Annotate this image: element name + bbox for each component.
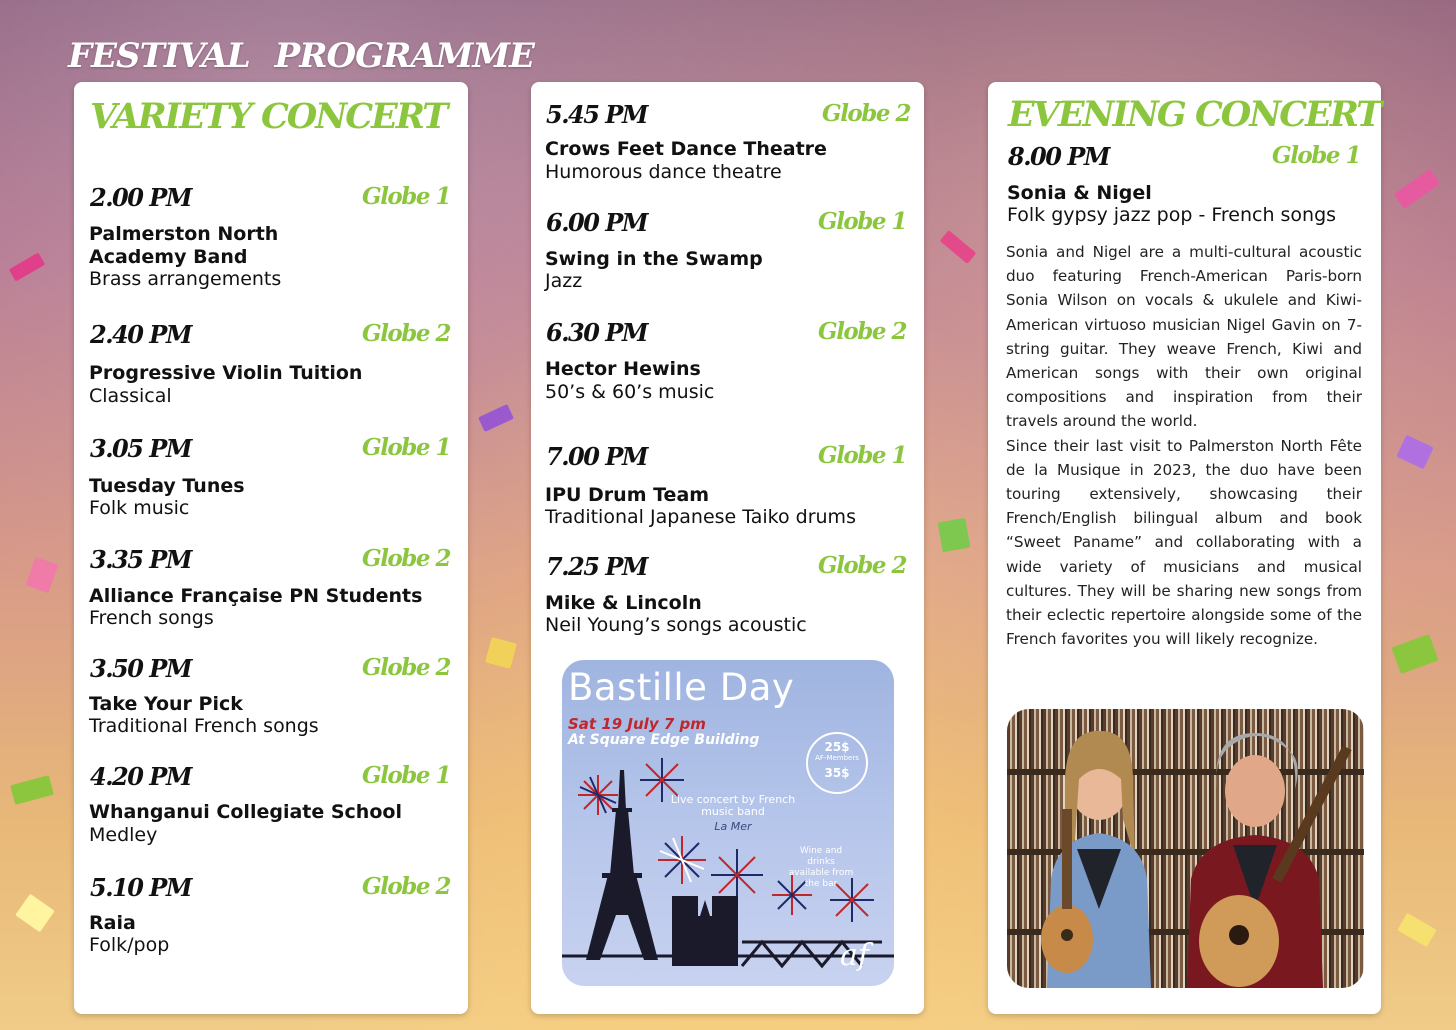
time-label: 6.00 PM [546,208,647,237]
poster-concert-text: Live concert by French music band [670,793,796,818]
act-name: Raia [89,912,136,934]
poster-location: At Square Edge Building [568,732,760,748]
time-label: 8.00 PM [1008,142,1109,171]
variety-concert-title: VARIETY CONCERT [90,96,447,137]
venue-label: Globe 2 [822,100,910,127]
venue-label: Globe 2 [362,320,450,347]
act-description: 50’s & 60’s music [545,381,715,403]
act-name: Hector Hewins [545,358,701,380]
act-description: Classical [89,385,172,407]
member-note: AF-Members [815,754,859,762]
act-name: Sonia & Nigel [1007,182,1152,204]
act-name: Take Your Pick [89,693,243,715]
venue-label: Globe 1 [818,208,906,235]
venue-label: Globe 1 [818,442,906,469]
venue-label: Globe 2 [362,873,450,900]
act-name-line2: Academy Band [89,246,248,268]
act-name: Progressive Violin Tuition [89,362,363,384]
eiffel-tower-icon [586,770,658,960]
bio-paragraph: Since their last visit to Palmerston North Fête de la Musique in 2023, the duo have been touring extensively, showcasing their French/English bilingual album and book “Sweet Paname” and collaborating with a wide variety of musicians and musical cultures. They will be sharing new songs from their eclectic repertoire alongside some of the French favorites you will likely recognize. [1006,436,1362,649]
act-description: Brass arrangements [89,268,282,290]
act-description: French songs [89,607,214,629]
time-label: 7.00 PM [546,442,647,471]
page-title: FESTIVAL PROGRAMME [68,36,534,76]
act-name: Swing in the Swamp [545,248,763,270]
time-label: 4.20 PM [90,762,191,791]
act-description: Folk music [89,497,190,519]
time-label: 5.10 PM [90,873,191,902]
venue-label: Globe 2 [818,318,906,345]
act-description: Folk/pop [89,934,170,956]
time-label: 2.00 PM [90,183,191,212]
act-name: Mike & Lincoln [545,592,702,614]
member-price: 25$ [824,740,850,754]
act-description: Jazz [545,270,583,292]
standard-price: 35$ [824,766,850,780]
bastille-day-poster [562,660,894,986]
venue-label: Globe 2 [362,654,450,681]
time-label: 6.30 PM [546,318,647,347]
poster-date: Sat 19 July 7 pm [568,715,706,733]
venue-label: Globe 2 [362,545,450,572]
time-label: 3.05 PM [90,434,191,463]
venue-label: Globe 2 [818,552,906,579]
act-name: IPU Drum Team [545,484,710,506]
venue-label: Globe 1 [362,183,450,210]
time-label: 3.50 PM [90,654,191,683]
act-name: Tuesday Tunes [89,475,245,497]
artist-biography [1006,240,1362,651]
act-description: Traditional French songs [89,715,319,737]
af-logo: af [840,938,869,973]
act-name: Alliance Française PN Students [89,585,423,607]
poster-band-name: La Mer [714,820,752,833]
duo-with-instruments-image [1007,709,1364,988]
act-description: Humorous dance theatre [545,161,782,183]
price-badge [806,732,868,794]
act-name: Crows Feet Dance Theatre [545,138,827,160]
act-description: Neil Young’s songs acoustic [545,614,807,636]
time-label: 7.25 PM [546,552,647,581]
act-description: Folk gypsy jazz pop - French songs [1007,204,1337,226]
artist-photo [1007,709,1364,988]
venue-label: Globe 1 [1272,142,1360,169]
venue-label: Globe 1 [362,762,450,789]
venue-label: Globe 1 [362,434,450,461]
evening-concert-title: EVENING CONCERT [1008,94,1381,135]
time-label: 2.40 PM [90,320,191,349]
act-name: Whanganui Collegiate School [89,801,402,823]
bio-paragraph: Sonia and Nigel are a multi-cultural acoustic duo featuring French-American Paris-born Sonia Wilson on vocals & ukulele and Kiwi-American virtuoso musician Nigel Gavin on 7-string guitar. They weave French, Kiwi and American songs with their own original compositions and inspiration from their travels around the world. [1006,243,1362,431]
poster-drinks-text: Wine and drinks available from the bar [788,846,854,889]
act-description: Medley [89,824,158,846]
act-description: Traditional Japanese Taiko drums [545,506,856,528]
time-label: 3.35 PM [90,545,191,574]
poster-title: Bastille Day [568,666,795,709]
time-label: 5.45 PM [546,100,647,129]
act-name: Palmerston North [89,223,279,245]
